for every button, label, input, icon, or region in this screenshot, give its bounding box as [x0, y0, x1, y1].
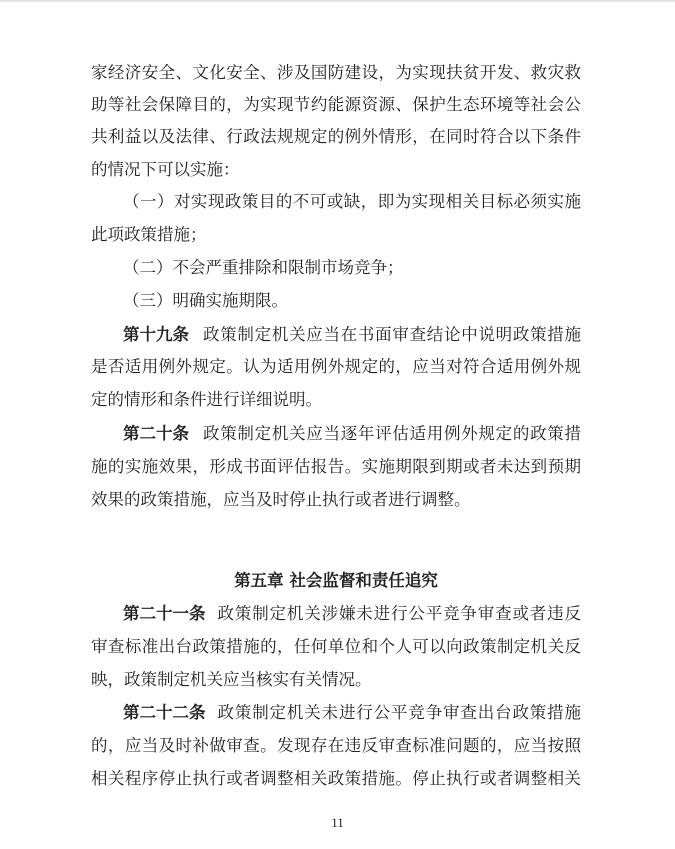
article-22-heading: 第二十二条 — [123, 703, 206, 722]
clause-item-3: （三）明确实施期限。 — [123, 291, 288, 310]
paragraph-line: 共利益以及法律、行政法规规定的例外情形，在同时符合以下条件 — [91, 127, 581, 146]
paragraph-line: 家经济安全、文化安全、涉及国防建设，为实现扶贫开发、救灾救 — [91, 63, 581, 82]
article-19-heading: 第十九条 — [123, 325, 189, 344]
paragraph-line: 效果的政策措施，应当及时停止执行或者进行调整。 — [91, 490, 471, 509]
clause-item-2: （二）不会严重排除和限制市场竞争； — [123, 258, 404, 277]
article-21-line — [123, 599, 581, 629]
paragraph-line: 映，政策制定机关应当核实有关情况。 — [91, 670, 372, 689]
article-21-text: 政策制定机关涉嫌未进行公平竞争审查或者违反 — [217, 604, 581, 623]
paragraph-line: 助等社会保障目的，为实现节约能源资源、保护生态环境等社会公 — [91, 95, 581, 114]
article-21-heading: 第二十一条 — [123, 604, 206, 623]
article-20-heading: 第二十条 — [123, 424, 189, 443]
clause-item-1: （一）对实现政策目的不可或缺，即为实现相关目标必须实施 — [123, 192, 581, 211]
paragraph-line: 的，应当及时补做审查。发现存在违反审查标准问题的，应当按照 — [91, 736, 581, 755]
paragraph-line: 此项政策措施； — [91, 225, 207, 244]
article-22-text: 政策制定机关未进行公平竞争审查出台政策措施 — [217, 703, 581, 722]
article-22-line — [123, 698, 581, 728]
article-20-line — [123, 419, 581, 449]
paragraph-line: 定的情形和条件进行详细说明。 — [91, 390, 322, 409]
article-19-text: 政策制定机关应当在书面审查结论中说明政策措施 — [203, 325, 581, 344]
article-19-line — [123, 320, 581, 350]
article-20-text: 政策制定机关应当逐年评估适用例外规定的政策措 — [203, 424, 581, 443]
page-number: 11 — [331, 815, 344, 830]
paragraph-line: 是否适用例外规定。认为适用例外规定的，应当对符合适用例外规 — [91, 357, 581, 376]
chapter-heading: 第五章 社会监督和责任追究 — [234, 571, 438, 590]
paragraph-line: 相关程序停止执行或者调整相关政策措施。停止执行或者调整相关 — [91, 769, 581, 788]
paragraph-line: 的情况下可以实施： — [91, 160, 240, 179]
paragraph-line: 审查标准出台政策措施的，任何单位和个人可以向政策制定机关反 — [91, 637, 581, 656]
paragraph-line: 施的实施效果，形成书面评估报告。实施期限到期或者未达到预期 — [91, 457, 581, 476]
